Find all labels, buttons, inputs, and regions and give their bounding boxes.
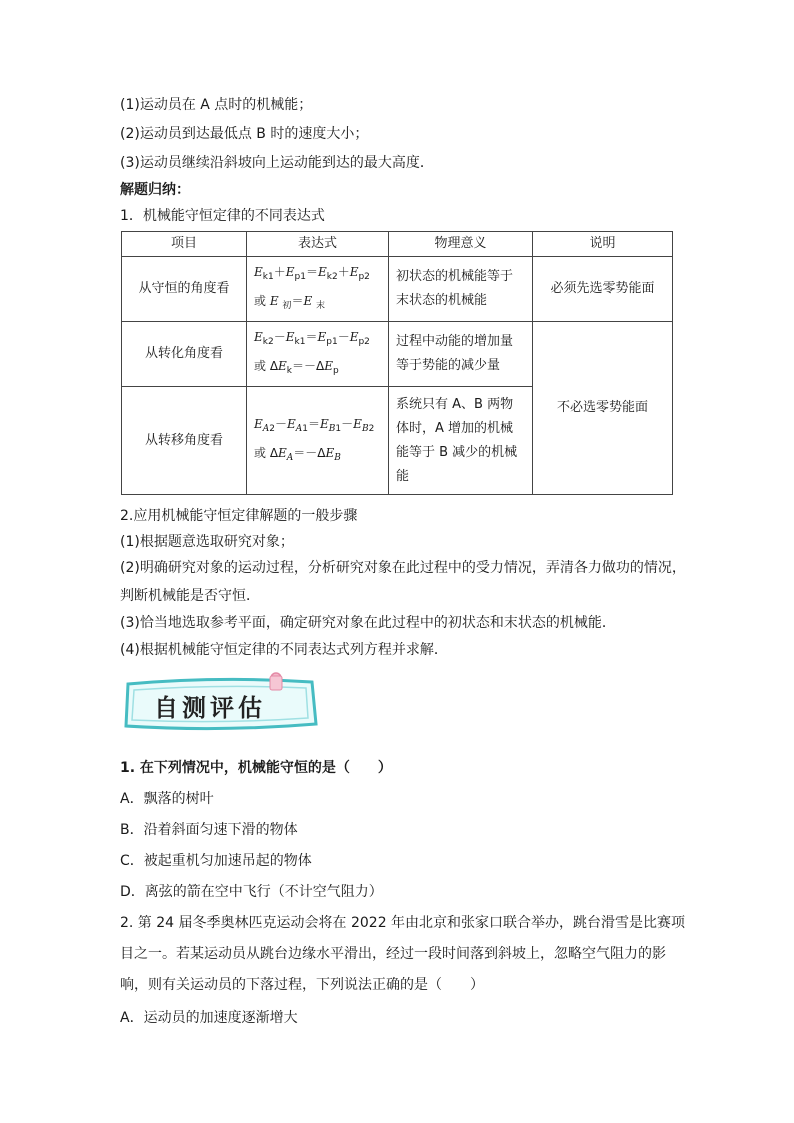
row-expression: $E_{k2}-E_{k1}=E_{p1}-E_{p2}$ 或 $\Delta E_k=-\Delta E_p$ bbox=[247, 322, 389, 387]
row-note: 不必选零势能面 bbox=[533, 322, 673, 495]
exercise-2-option-a: A．运动员的加速度逐渐增大 bbox=[120, 1010, 298, 1026]
step-2-cont: 判断机械能是否守恒． bbox=[120, 588, 260, 604]
exercise-1-option-c: C．被起重机匀加速吊起的物体 bbox=[120, 853, 312, 869]
step-1: (1)根据题意选取研究对象； bbox=[120, 534, 294, 550]
col-header-expression: 表达式 bbox=[247, 232, 389, 257]
row-item: 从守恒的角度看 bbox=[122, 257, 247, 322]
row-expression: $E_{A2}-E_{A1}=E_{B1}-E_{B2}$ 或 $\Delta E_A=-\Delta E_B$ bbox=[247, 387, 389, 495]
step-3: (3)恰当地选取参考平面，确定研究对象在此过程中的初状态和末状态的机械能． bbox=[120, 615, 616, 631]
exercise-2-line-1: 2. 第 24 届冬季奥林匹克运动会将在 2022 年由北京和张家口联合举办，跳台滑雪是比赛项 bbox=[120, 915, 686, 931]
question-part-3: (3)运动员继续沿斜坡向上运动能到达的最大高度． bbox=[120, 155, 434, 171]
exercise-1-option-a: A．飘落的树叶 bbox=[120, 791, 214, 807]
exercise-1-option-b: B．沿着斜面匀速下滑的物体 bbox=[120, 822, 298, 838]
exercise-2-line-2: 目之一。若某运动员从跳台边缘水平滑出，经过一段时间落到斜坡上，忽略空气阻力的影 bbox=[120, 946, 666, 962]
banner-title: 自测评估 bbox=[154, 693, 266, 722]
exercise-1-question: 1. 在下列情况中，机械能守恒的是（ ） bbox=[120, 760, 392, 776]
exercise-2-line-3: 响，则有关运动员的下落过程，下列说法正确的是（ ） bbox=[120, 977, 484, 993]
table-header-row bbox=[122, 232, 673, 257]
question-part-1: (1)运动员在 A 点时的机械能； bbox=[120, 97, 313, 113]
row-item: 从转化角度看 bbox=[122, 322, 247, 387]
row-item: 从转移角度看 bbox=[122, 387, 247, 495]
self-test-banner bbox=[120, 672, 320, 736]
table-row bbox=[122, 322, 673, 387]
conservation-expressions-table bbox=[121, 231, 673, 495]
exercise-1-option-d: D．离弦的箭在空中飞行（不计空气阻力） bbox=[120, 884, 383, 900]
step-4: (4)根据机械能守恒定律的不同表达式列方程并求解． bbox=[120, 642, 448, 658]
row-meaning: 初状态的机械能等于末状态的机械能 bbox=[389, 257, 533, 322]
summary-heading: 解题归纳： bbox=[120, 182, 190, 198]
question-part-2: (2)运动员到达最低点 B 时的速度大小； bbox=[120, 126, 369, 142]
row-meaning: 系统只有 A、B 两物体时，A 增加的机械能等于 B 减少的机械能 bbox=[389, 387, 533, 495]
row-meaning: 过程中动能的增加量等于势能的减少量 bbox=[389, 322, 533, 387]
col-header-note: 说明 bbox=[533, 232, 673, 257]
table-row bbox=[122, 257, 673, 322]
step-2: (2)明确研究对象的运动过程，分析研究对象在此过程中的受力情况，弄清各力做功的情况， bbox=[120, 560, 686, 576]
table-title: 1．机械能守恒定律的不同表达式 bbox=[120, 208, 325, 224]
row-note: 必须先选零势能面 bbox=[533, 257, 673, 322]
col-header-item: 项目 bbox=[122, 232, 247, 257]
row-expression: $E_{k1}+E_{p1}=E_{k2}+E_{p2}$ 或 E $_初$＝E $_末$ bbox=[247, 257, 389, 322]
steps-title: 2.应用机械能守恒定律解题的一般步骤 bbox=[120, 508, 358, 524]
col-header-meaning: 物理意义 bbox=[389, 232, 533, 257]
